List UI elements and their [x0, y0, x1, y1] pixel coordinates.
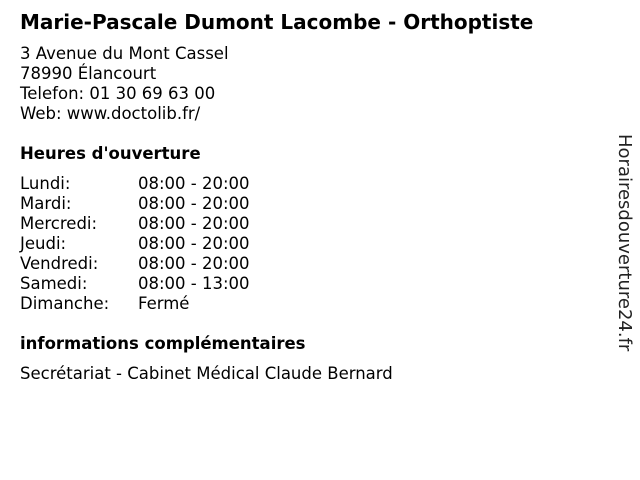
hours-row-lundi [20, 174, 250, 194]
hours-row-dimanche [20, 294, 250, 314]
web-line: Web: www.doctolib.fr/ [20, 104, 201, 123]
hours-day: Mardi: [20, 194, 72, 213]
hours-day: Mercredi: [20, 214, 98, 233]
hours-row-mercredi [20, 214, 250, 234]
additional-info-text: Secrétariat - Cabinet Médical Claude Bernard [20, 364, 393, 383]
opening-hours-table [20, 174, 250, 314]
hours-time: 08:00 - 20:00 [138, 254, 250, 273]
hours-day: Vendredi: [20, 254, 99, 273]
hours-time: 08:00 - 13:00 [138, 274, 250, 293]
hours-day: Jeudi: [20, 234, 67, 253]
address-block [20, 44, 229, 124]
opening-hours-heading: Heures d'ouverture [20, 144, 201, 163]
address-street: 3 Avenue du Mont Cassel [20, 44, 229, 63]
phone-line: Telefon: 01 30 69 63 00 [20, 84, 216, 103]
site-watermark: Horairesdouverture24.fr [614, 134, 635, 352]
hours-time: 08:00 - 20:00 [138, 234, 250, 253]
hours-row-vendredi [20, 254, 250, 274]
hours-time: 08:00 - 20:00 [138, 174, 250, 193]
hours-time: 08:00 - 20:00 [138, 194, 250, 213]
hours-time: 08:00 - 20:00 [138, 214, 250, 233]
address-city: 78990 Élancourt [20, 64, 157, 83]
additional-info-heading: informations complémentaires [20, 334, 306, 353]
hours-day: Lundi: [20, 174, 71, 193]
hours-row-jeudi [20, 234, 250, 254]
hours-day: Dimanche: [20, 294, 110, 313]
hours-day: Samedi: [20, 274, 88, 293]
page-title: Marie-Pascale Dumont Lacombe - Orthoptiste [20, 10, 534, 34]
hours-time: Fermé [138, 294, 190, 313]
hours-row-mardi [20, 194, 250, 214]
hours-row-samedi [20, 274, 250, 294]
